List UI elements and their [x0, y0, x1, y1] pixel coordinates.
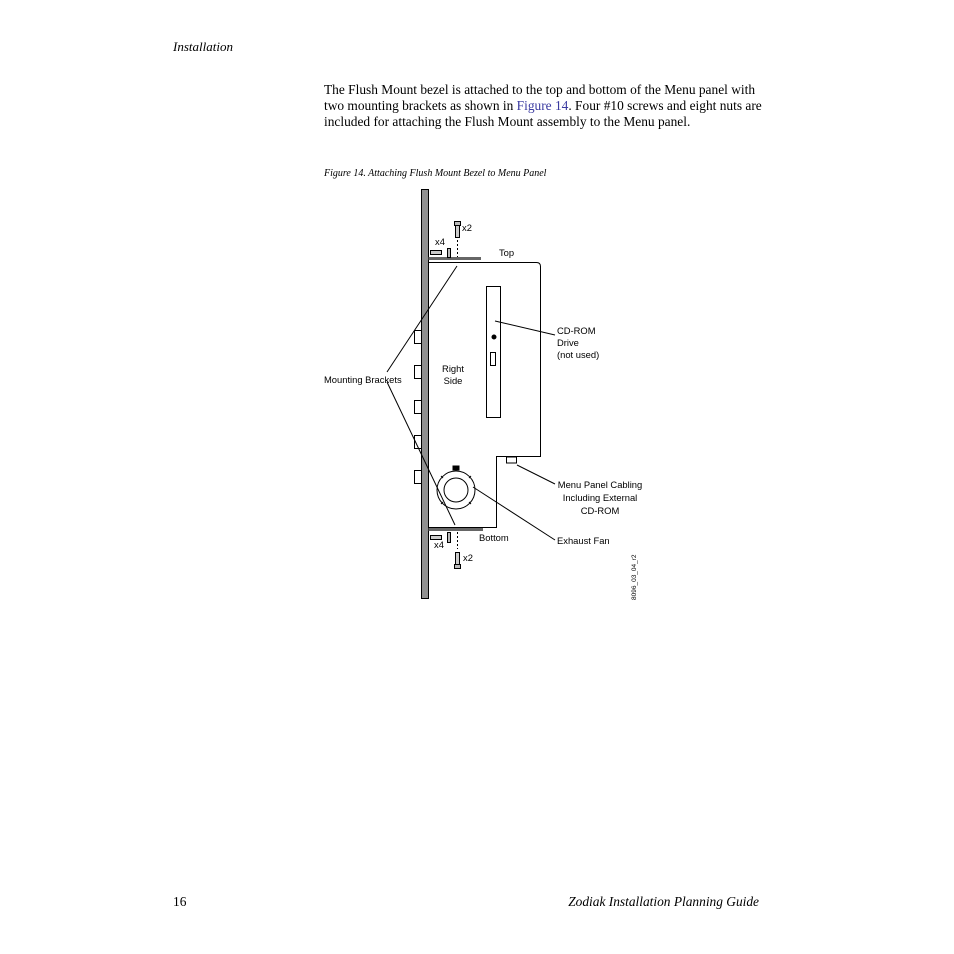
- label-exhaust-fan: Exhaust Fan: [557, 535, 610, 546]
- label-x2-bottom: x2: [463, 552, 473, 563]
- cable-connector: [507, 457, 517, 463]
- label-right-line2: Side: [443, 375, 463, 386]
- bezel-panel: [422, 190, 429, 599]
- para-text-before: The Flush Mount bezel is attached to the top and bottom of the Menu panel with two mounting brackets as shown in: [324, 82, 756, 113]
- running-header: Installation: [173, 39, 233, 54]
- page-number: 16: [173, 894, 187, 909]
- cdrom-button: [492, 335, 496, 339]
- exhaust-fan: [437, 471, 475, 509]
- document-title: Zodiak Installation Planning Guide: [568, 894, 759, 909]
- label-cdrom-line3: (not used): [557, 349, 600, 360]
- bezel-tabs: [415, 331, 422, 484]
- figure-caption: Figure 14. Attaching Flush Mount Bezel to Menu Panel: [324, 168, 547, 179]
- leader-cabling: [517, 465, 555, 484]
- figure-link[interactable]: Figure 14: [516, 98, 569, 113]
- exhaust-fan-hub: [444, 478, 468, 502]
- label-cabling-line2: Including External: [562, 492, 638, 503]
- cdrom-slot: [491, 353, 496, 366]
- label-bottom: Bottom: [479, 532, 509, 543]
- label-x4-top: x4: [435, 236, 445, 247]
- fan-notch: [453, 466, 459, 470]
- label-cabling-line1: Menu Panel Cabling: [557, 479, 643, 490]
- bottom-vertical-screw: [455, 532, 461, 569]
- drawing-code: 8096_03_04_r2: [631, 554, 638, 600]
- label-mounting-brackets: Mounting Brackets: [324, 374, 402, 385]
- label-right-line1: Right: [442, 363, 464, 374]
- para-text-after: . Four #10 screws and eight nuts are included for attaching the Flush Mount assembly to the Menu panel.: [324, 98, 762, 129]
- label-top: Top: [499, 247, 515, 258]
- label-cabling-line3: CD-ROM: [580, 505, 620, 516]
- label-cdrom-line2: Drive: [557, 337, 579, 348]
- label-cdrom-line1: CD-ROM: [557, 325, 596, 336]
- top-horizontal-screw: [431, 249, 451, 258]
- label-x2-top: x2: [462, 222, 472, 233]
- top-vertical-screw: [455, 222, 461, 258]
- leader-cdrom: [495, 321, 555, 335]
- label-x4-bottom: x4: [434, 539, 444, 550]
- panel-body: [429, 263, 541, 528]
